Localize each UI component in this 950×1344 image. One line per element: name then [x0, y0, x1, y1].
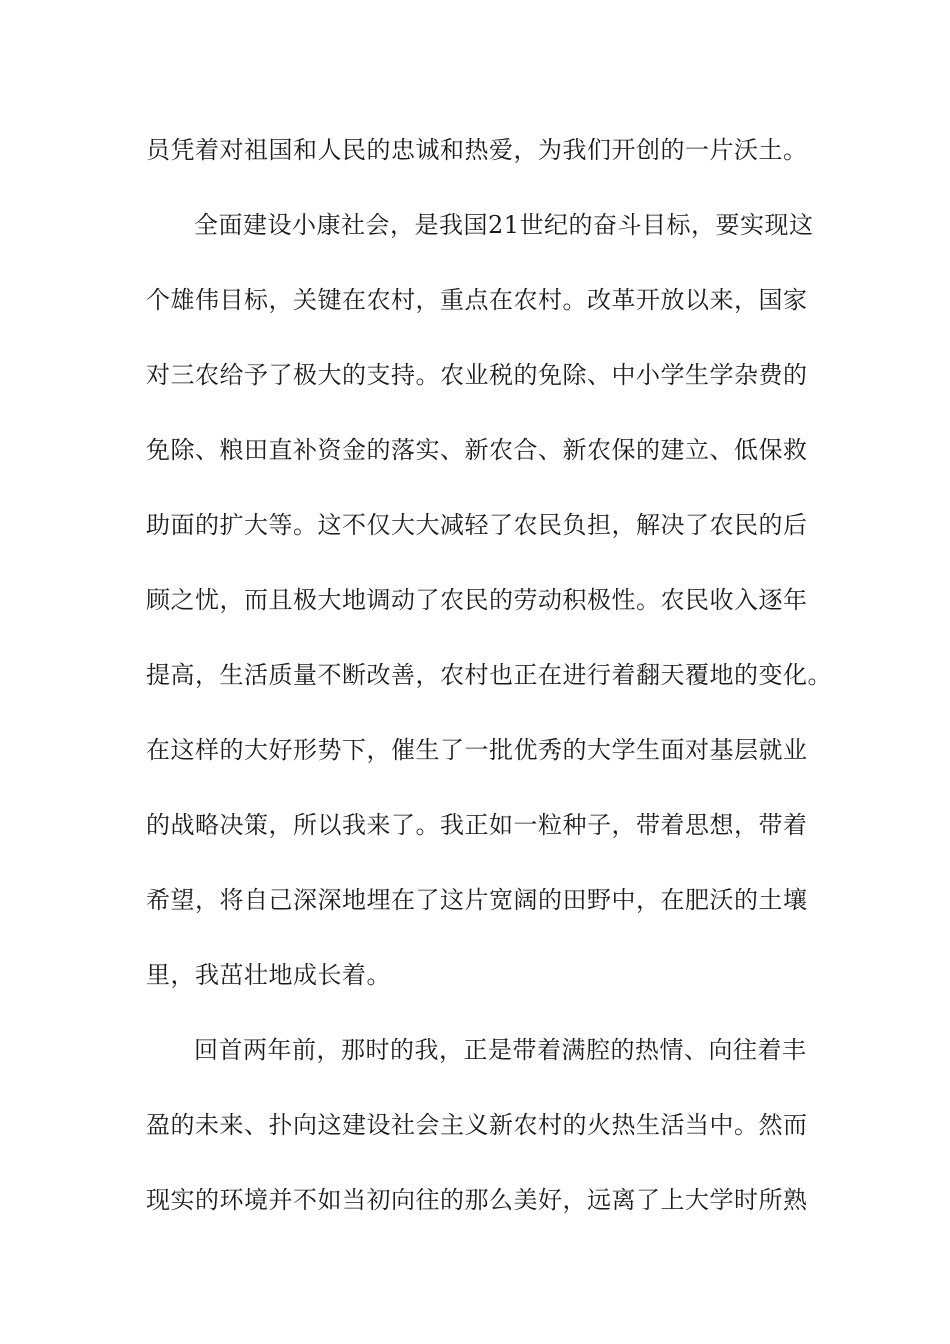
text-line: 现实的环境并不如当初向往的那么美好，远离了上大学时所熟 [146, 1186, 808, 1214]
text-line: 的战略决策，所以我来了。我正如一粒种子，带着思想，带着 [146, 811, 808, 839]
text-line: 提高，生活质量不断改善，农村也正在进行着翻天覆地的变化。 [146, 661, 832, 689]
text-line: 员凭着对祖国和人民的忠诚和热爱，为我们开创的一片沃土。 [146, 136, 808, 164]
text-line: 个雄伟目标，关键在农村，重点在农村。改革开放以来，国家 [146, 286, 808, 314]
text-line: 对三农给予了极大的支持。农业税的免除、中小学生学杂费的 [146, 361, 808, 389]
text-line: 里，我茁壮地成长着。 [146, 961, 391, 989]
text-line: 免除、粮田直补资金的落实、新农合、新农保的建立、低保救 [146, 436, 808, 464]
text-line: 顾之忧，而且极大地调动了农民的劳动积极性。农民收入逐年 [146, 586, 808, 614]
text-line: 希望，将自己深深地埋在了这片宽阔的田野中，在肥沃的土壤 [146, 886, 808, 914]
text-line: 盈的未来、扑向这建设社会主义新农村的火热生活当中。然而 [146, 1111, 808, 1139]
text-line: 助面的扩大等。这不仅大大减轻了农民负担，解决了农民的后 [146, 511, 808, 539]
paragraph-first-line: 回首两年前，那时的我，正是带着满腔的热情、向往着丰 [194, 1036, 807, 1064]
paragraph-first-line: 全面建设小康社会，是我国21世纪的奋斗目标，要实现这 [194, 211, 814, 239]
text-line: 在这样的大好形势下，催生了一批优秀的大学生面对基层就业 [146, 736, 808, 764]
